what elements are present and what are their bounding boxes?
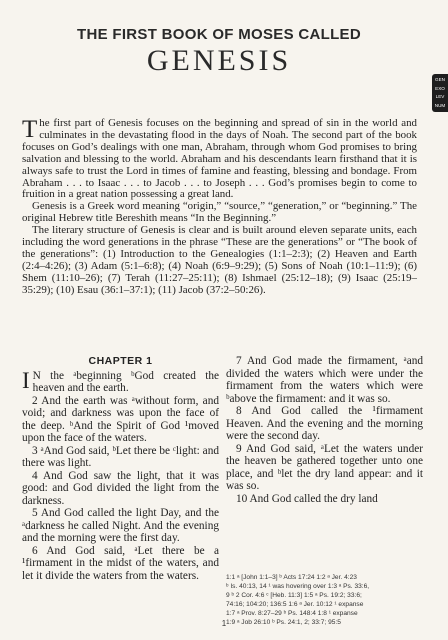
book-pretitle: THE FIRST BOOK OF MOSES CALLED [76, 26, 361, 43]
footnote-line: 1:7 ᵃ Prov. 8:27–29 ᵇ Ps. 148:4 1:8 ¹ expanse [226, 609, 358, 617]
footnote-line: 9 ᵇ 2 Cor. 4:6 ᶜ [Heb. 11:3] 1:5 ᵃ Ps. 19:2; 33:6; [226, 591, 362, 599]
tab-label-lev: LEV [435, 94, 445, 100]
verse: 10 And God called the dry land [236, 492, 378, 505]
intro-paragraph [22, 118, 417, 201]
intro-paragraph: The literary structure of Genesis is clear and is built around eleven separate units, each including the word generations in the phrase “These are the generations” or “The book of the generations”: (1) Introduction to the Genealogies (1:1–2:3); (2) Heaven and Earth (2:4–4:26); (3) Adam (5:1–6:8); (4) Noah (6:9–9:29); (5) Sons of Noah (10:1–11:9); (6) Shem (11:10–26); (7) Terah (11:27–25:11); (8) Ishmael (25:12–18); (9) Isaac (25:19–35:29); (10) Esau (36:1–37:1); (11) Jacob (37:2–50:26). [22, 224, 417, 296]
intro-paragraph: Genesis is a Greek word meaning “origin,” “source,” “generation,” or “beginning.” The original Hebrew title Bereshith means “In the Beginning.” [22, 200, 417, 225]
chapter-drop-cap: I [22, 367, 30, 393]
footnote-line: ᵇ Is. 40:13, 14 ¹ was hovering over 1:3 ᵃ Ps. 33:6, [226, 582, 370, 590]
footnote-line: 1:1 ᵃ [John 1:1–3] ᵇ Acts 17:24 1:2 ᵃ Jer. 4:23 [226, 574, 357, 581]
tab-label-gen: GEN [435, 77, 445, 82]
verse: 7 And God made the firmament, ᵃand divided the waters which were under the firmament from the waters which were ᵇabove the firmament: and it was so. [226, 355, 423, 405]
footnote-line: 74:16; 104:20; 136:5 1:6 ᵃ Jer. 10:12 ¹ expanse [226, 600, 364, 608]
verse-text: N the ᵃbeginning ᵇGod created the heaven and the earth. [32, 369, 219, 394]
verse: 5 And God called the light Day, and the ᵃdarkness he called Night. And the evening and the morning were the first day. [22, 507, 219, 544]
footnote-line: 1:9 ᵃ Job 26:10 ᵇ Ps. 24:1, 2; 33:7; 95:5 [226, 618, 341, 626]
book-introduction [22, 118, 417, 297]
tab-label-exo: EXO [435, 85, 445, 91]
verse: 6 And God said, ᵃLet there be a ¹firmament in the midst of the waters, and let it divide the waters from the waters. [22, 544, 219, 582]
chapter-heading: CHAPTER 1 [88, 355, 153, 367]
book-title: GENESIS [146, 44, 292, 77]
intro-paragraph-1-text: he first part of Genesis focuses on the beginning and spread of sin in the world and culminates in the devastating flood in the days of Noah. The second part of the book focuses on God’s dealings with one man, Abraham, through whom God promises to bring salvation and blessing to the world. Abraham and his descendants learn firsthand that it is always safe to trust the Lord in times of famine and feasting, blessing and bondage. From Abraham . . . to Isaac . . . to Jacob . . . to Joseph . . . God’s promises begin to come to fruition in a great nation possessing a great land. [22, 117, 417, 201]
verse: 3 ᵃAnd God said, ᵇLet there be ᶜlight: and there was light. [22, 444, 219, 469]
verse: 9 And God said, ᵃLet the waters under the heaven be gathered together unto one place, and ᵇlet the dry land appear: and it was so. [226, 442, 423, 492]
verse [22, 367, 219, 395]
verse: 2 And the earth was ᵃwithout form, and void; and darkness was upon the face of the deep. ᵇAnd the Spirit of God ¹moved upon the face of the waters. [22, 394, 219, 444]
intro-drop-cap: T [22, 116, 38, 143]
text-column-left [22, 355, 219, 582]
verse: 8 And God called the ¹firmament Heaven. And the evening and the morning were the second day. [226, 405, 423, 442]
text-column-right [226, 355, 423, 505]
verse: 4 And God saw the light, that it was good: and God divided the light from the darkness. [22, 469, 219, 507]
thumb-index-tab[interactable] [432, 74, 448, 112]
tab-label-num: NUM [434, 102, 446, 108]
page-number: 1 [221, 619, 227, 628]
